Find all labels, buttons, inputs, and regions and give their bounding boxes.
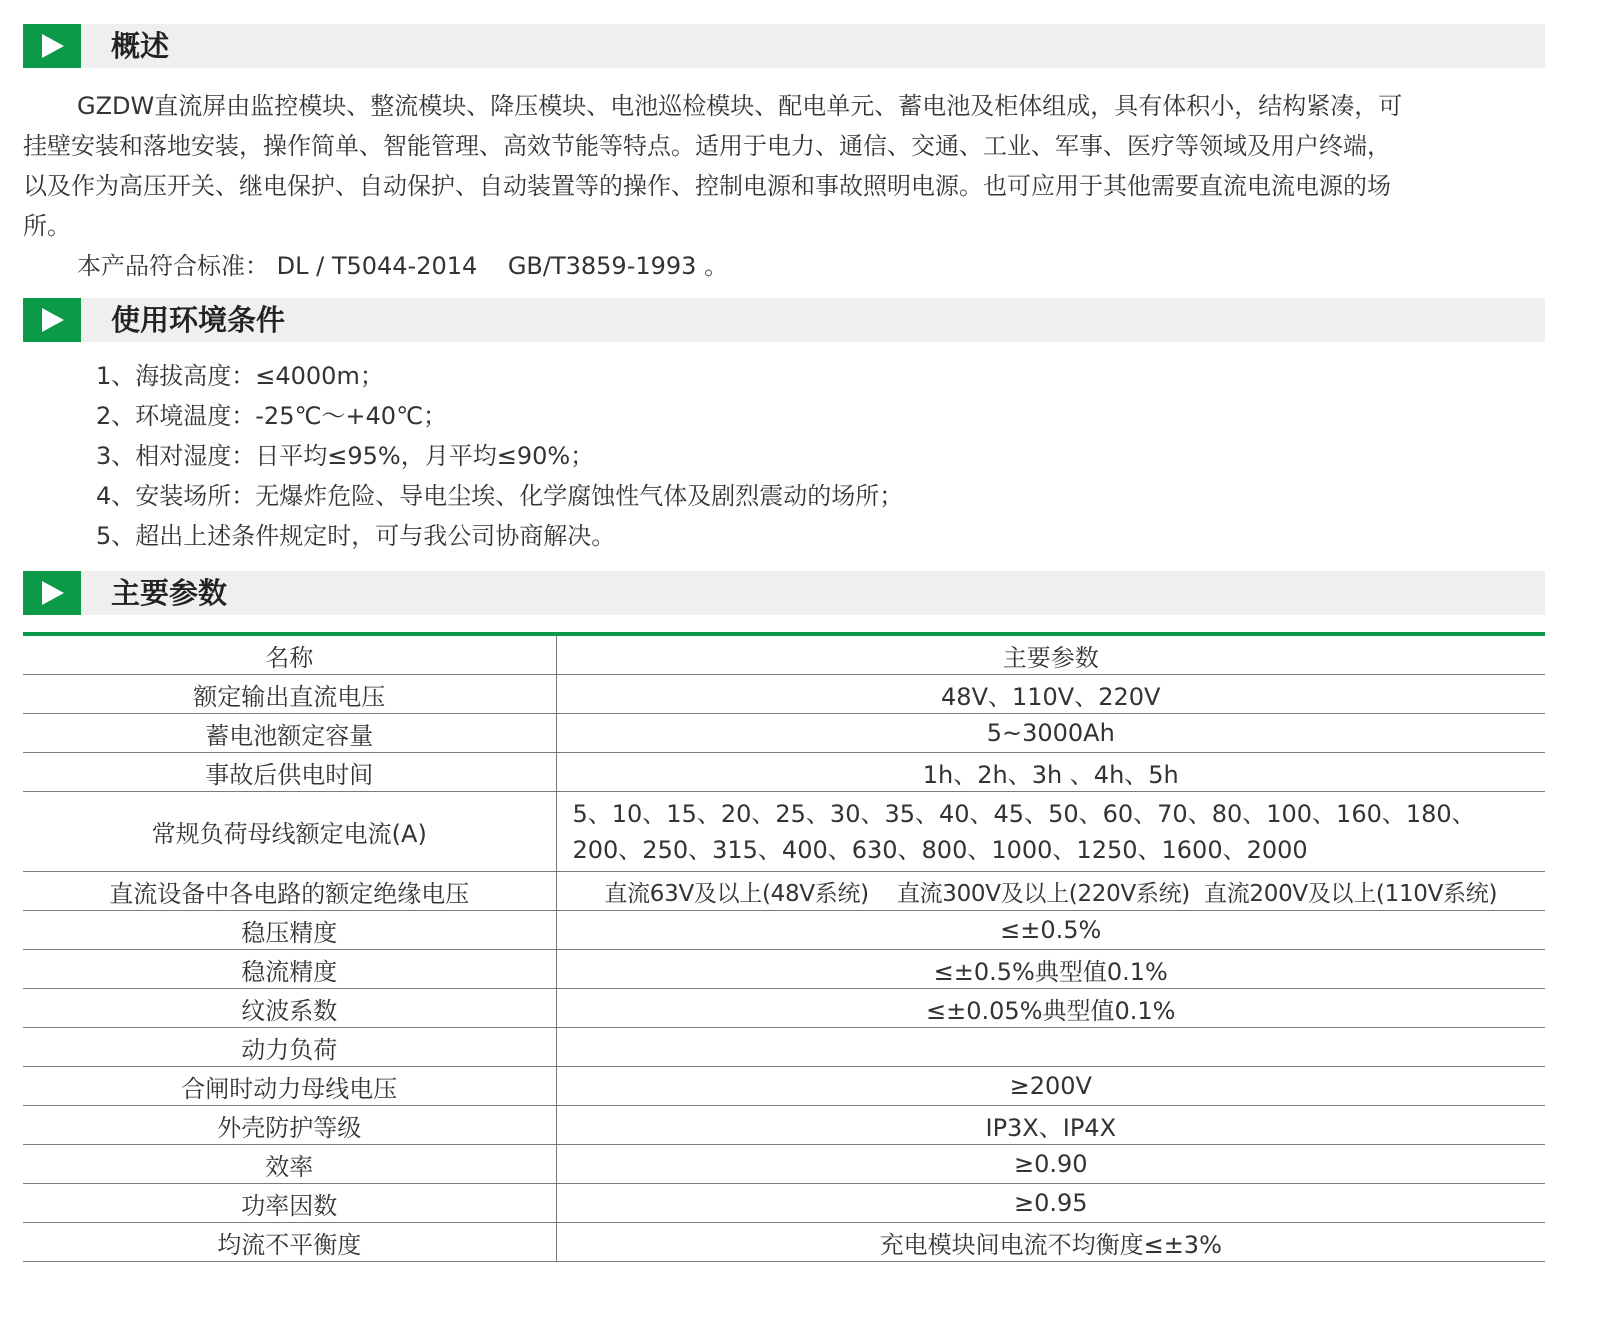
standards-line: 本产品符合标准： DL / T5044-2014 GB/T3859-1993 。 [77, 252, 729, 280]
table-row [23, 911, 1545, 950]
environment-conditions-list [96, 356, 903, 556]
param-value: ≤±0.5% [556, 911, 1545, 950]
param-name: 事故后供电时间 [23, 753, 556, 792]
param-value: ≤±0.5%典型值0.1% [556, 950, 1545, 989]
param-value: 充电模块间电流不均衡度≤±3% [556, 1223, 1545, 1262]
table-row [23, 1145, 1545, 1184]
section-header-overview [23, 24, 1545, 68]
table-row [23, 1106, 1545, 1145]
parameters-table [23, 632, 1545, 1262]
column-header-value: 主要参数 [556, 634, 1545, 675]
overview-paragraph [23, 86, 1545, 286]
param-name: 效率 [23, 1145, 556, 1184]
param-value: 48V、110V、220V [556, 675, 1545, 714]
param-name: 额定输出直流电压 [23, 675, 556, 714]
section-header-environment [23, 298, 1545, 342]
column-header-name: 名称 [23, 634, 556, 675]
param-value: 5、10、15、20、25、30、35、40、45、50、60、70、80、100、160、180、200、250、315、400、630、800、1000、1250、1600、2000 [556, 792, 1545, 872]
table-row [23, 1223, 1545, 1262]
param-name: 直流设备中各电路的额定绝缘电压 [23, 872, 556, 911]
param-name: 均流不平衡度 [23, 1223, 556, 1262]
overview-line: 挂壁安装和落地安装，操作简单、智能管理、高效节能等特点。适用于电力、通信、交通、工业、军事、医疗等领域及用户终端， [23, 132, 1391, 160]
param-value [556, 1028, 1545, 1067]
param-name: 动力负荷 [23, 1028, 556, 1067]
param-value: ≥200V [556, 1067, 1545, 1106]
play-triangle-icon [23, 571, 81, 615]
overview-line: 以及作为高压开关、继电保护、自动保护、自动装置等的操作、控制电源和事故照明电源。也可应用于其他需要直流电流电源的场 [23, 172, 1391, 200]
param-name: 常规负荷母线额定电流(A) [23, 792, 556, 872]
list-item: 5、超出上述条件规定时，可与我公司协商解决。 [96, 522, 616, 550]
table-row [23, 1067, 1545, 1106]
table-row [23, 792, 1545, 872]
param-name: 功率因数 [23, 1184, 556, 1223]
param-name: 蓄电池额定容量 [23, 714, 556, 753]
section-title: 使用环境条件 [111, 303, 286, 337]
list-item: 2、环境温度：-25℃～+40℃； [96, 402, 448, 430]
param-name: 稳流精度 [23, 950, 556, 989]
param-value: IP3X、IP4X [556, 1106, 1545, 1145]
table-row [23, 950, 1545, 989]
param-value: ≥0.90 [556, 1145, 1545, 1184]
table-row [23, 872, 1545, 911]
param-value: 直流63V及以上(48V系统) 直流300V及以上(220V系统) 直流200V及以上(110V系统) [556, 872, 1545, 911]
table-row [23, 1028, 1545, 1067]
param-name: 稳压精度 [23, 911, 556, 950]
section-title: 概述 [111, 29, 170, 63]
overview-line: GZDW直流屏由监控模块、整流模块、降压模块、电池巡检模块、配电单元、蓄电池及柜体组成，具有体积小，结构紧凑，可 [77, 92, 1403, 120]
param-name: 合闸时动力母线电压 [23, 1067, 556, 1106]
param-value: 5~3000Ah [556, 714, 1545, 753]
param-name: 纹波系数 [23, 989, 556, 1028]
overview-line: 所。 [23, 212, 71, 240]
section-header-parameters [23, 571, 1545, 615]
play-triangle-icon [23, 298, 81, 342]
list-item: 4、安装场所：无爆炸危险、导电尘埃、化学腐蚀性气体及剧烈震动的场所； [96, 482, 904, 510]
table-row [23, 1184, 1545, 1223]
param-value: ≤±0.05%典型值0.1% [556, 989, 1545, 1028]
list-item: 1、海拔高度：≤4000m； [96, 362, 384, 390]
param-value: ≥0.95 [556, 1184, 1545, 1223]
table-row [23, 675, 1545, 714]
table-row [23, 753, 1545, 792]
param-name: 外壳防护等级 [23, 1106, 556, 1145]
list-item: 3、相对湿度：日平均≤95%，月平均≤90%； [96, 442, 595, 470]
param-value: 1h、2h、3h 、4h、5h [556, 753, 1545, 792]
section-title: 主要参数 [111, 576, 228, 610]
table-row [23, 989, 1545, 1028]
table-header-row [23, 634, 1545, 675]
table-row [23, 714, 1545, 753]
play-triangle-icon [23, 24, 81, 68]
